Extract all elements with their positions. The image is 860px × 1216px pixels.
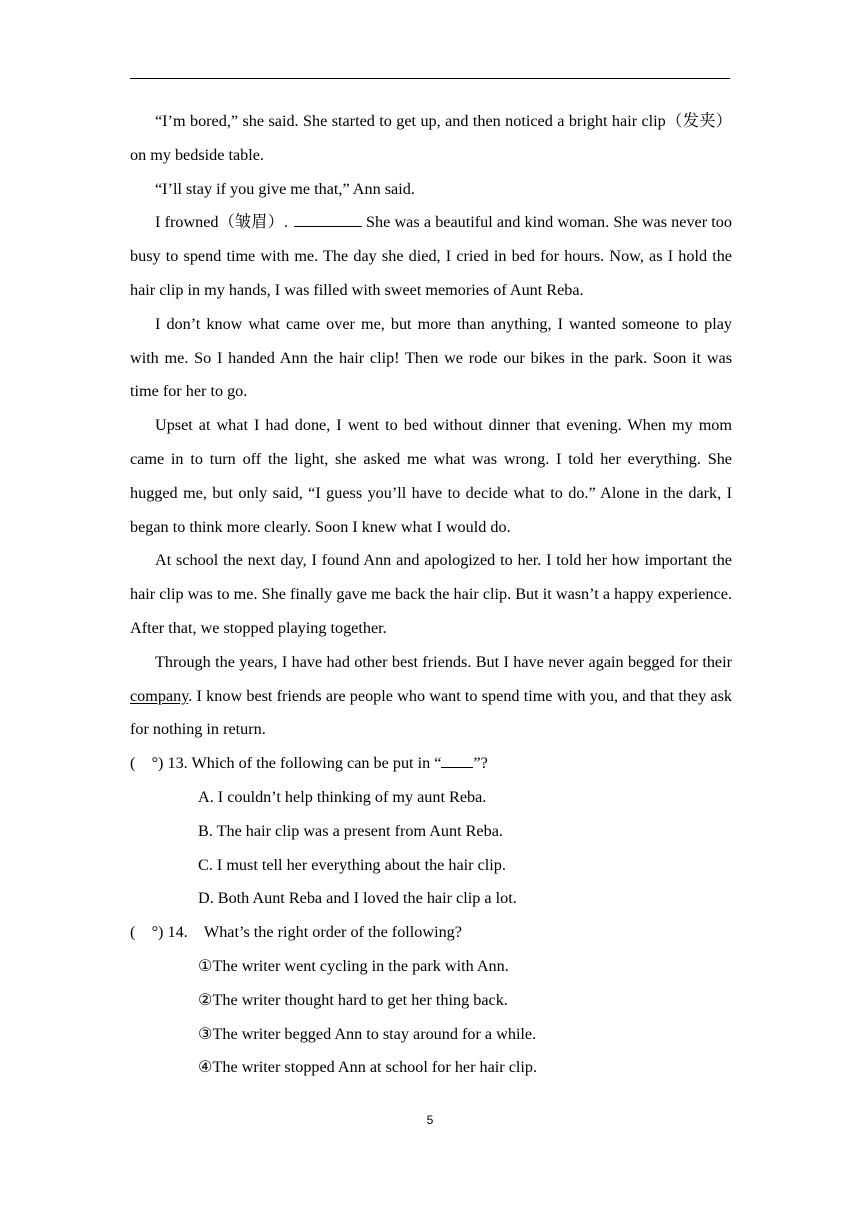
question-13-blank	[441, 766, 473, 768]
paragraph-3-start: I frowned（皱眉）.	[155, 213, 289, 232]
question-13-option-c: C. I must tell her everything about the hair clip.	[198, 855, 506, 874]
paragraph-4: I don’t know what came over me, but more than anything, I wanted someone to play with me. So I handed Ann the hair clip! Then we rode our bikes in the park. Soon it was time for her to go.	[130, 314, 732, 401]
paragraph-3	[130, 206, 732, 307]
question-13-stem	[130, 747, 732, 781]
question-14-item-1: ①The writer went cycling in the park with Ann.	[198, 956, 509, 975]
paragraph-6: At school the next day, I found Ann and apologized to her. I told her how important the hair clip was to me. She finally gave me back the hair clip. But it wasn’t a happy experience. After that, we stopped playing together.	[130, 551, 732, 637]
answer-blank	[294, 225, 362, 227]
question-13-option-b: B. The hair clip was a present from Aunt Reba.	[198, 821, 503, 840]
paragraph-5: Upset at what I had done, I went to bed without dinner that evening. When my mom came in to turn off the light, she asked me what was wrong. I told her everything. She hugged me, but only said, “I guess you’ll have to decide what to do.” Alone in the dark, I began to think more clearly. Soon I knew what I would do.	[130, 416, 732, 536]
document-body	[130, 105, 732, 1085]
question-13-suffix: ”?	[473, 754, 488, 773]
question-14-stem: ( °) 14. What’s the right order of the following?	[130, 923, 462, 942]
question-14-item-4: ④The writer stopped Ann at school for her hair clip.	[198, 1058, 538, 1077]
question-13-option-d: D. Both Aunt Reba and I loved the hair clip a lot.	[198, 889, 517, 908]
question-13-prefix: ( °) 13. Which of the following can be put in “	[130, 754, 442, 773]
paragraph-7-start: Through the years, I have had other best friends. But I have never again begged for their	[155, 652, 732, 671]
header-rule	[130, 78, 730, 79]
paragraph-2: “I’ll stay if you give me that,” Ann said.	[155, 179, 415, 198]
page-number: 5	[426, 1113, 434, 1127]
question-14-item-2: ②The writer thought hard to get her thing back.	[198, 990, 508, 1009]
underlined-word: company	[130, 686, 189, 705]
paragraph-3-end: She was a beautiful and kind woman. She was never too busy to spend time with me. The day she died, I cried in bed for hours. Now, as I hold the hair clip in my hands, I was filled with sweet memories of Aunt Reba.	[130, 213, 732, 299]
paragraph-1: “I’m bored,” she said. She started to get up, and then noticed a bright hair clip（发夹）on my bedside table.	[130, 112, 732, 164]
paragraph-7	[130, 646, 732, 747]
question-14-item-3: ③The writer begged Ann to stay around for a while.	[198, 1024, 537, 1043]
question-13-option-a: A. I couldn’t help thinking of my aunt Reba.	[198, 787, 487, 806]
paragraph-7-end: . I know best friends are people who want to spend time with you, and that they ask for nothing in return.	[130, 686, 732, 739]
